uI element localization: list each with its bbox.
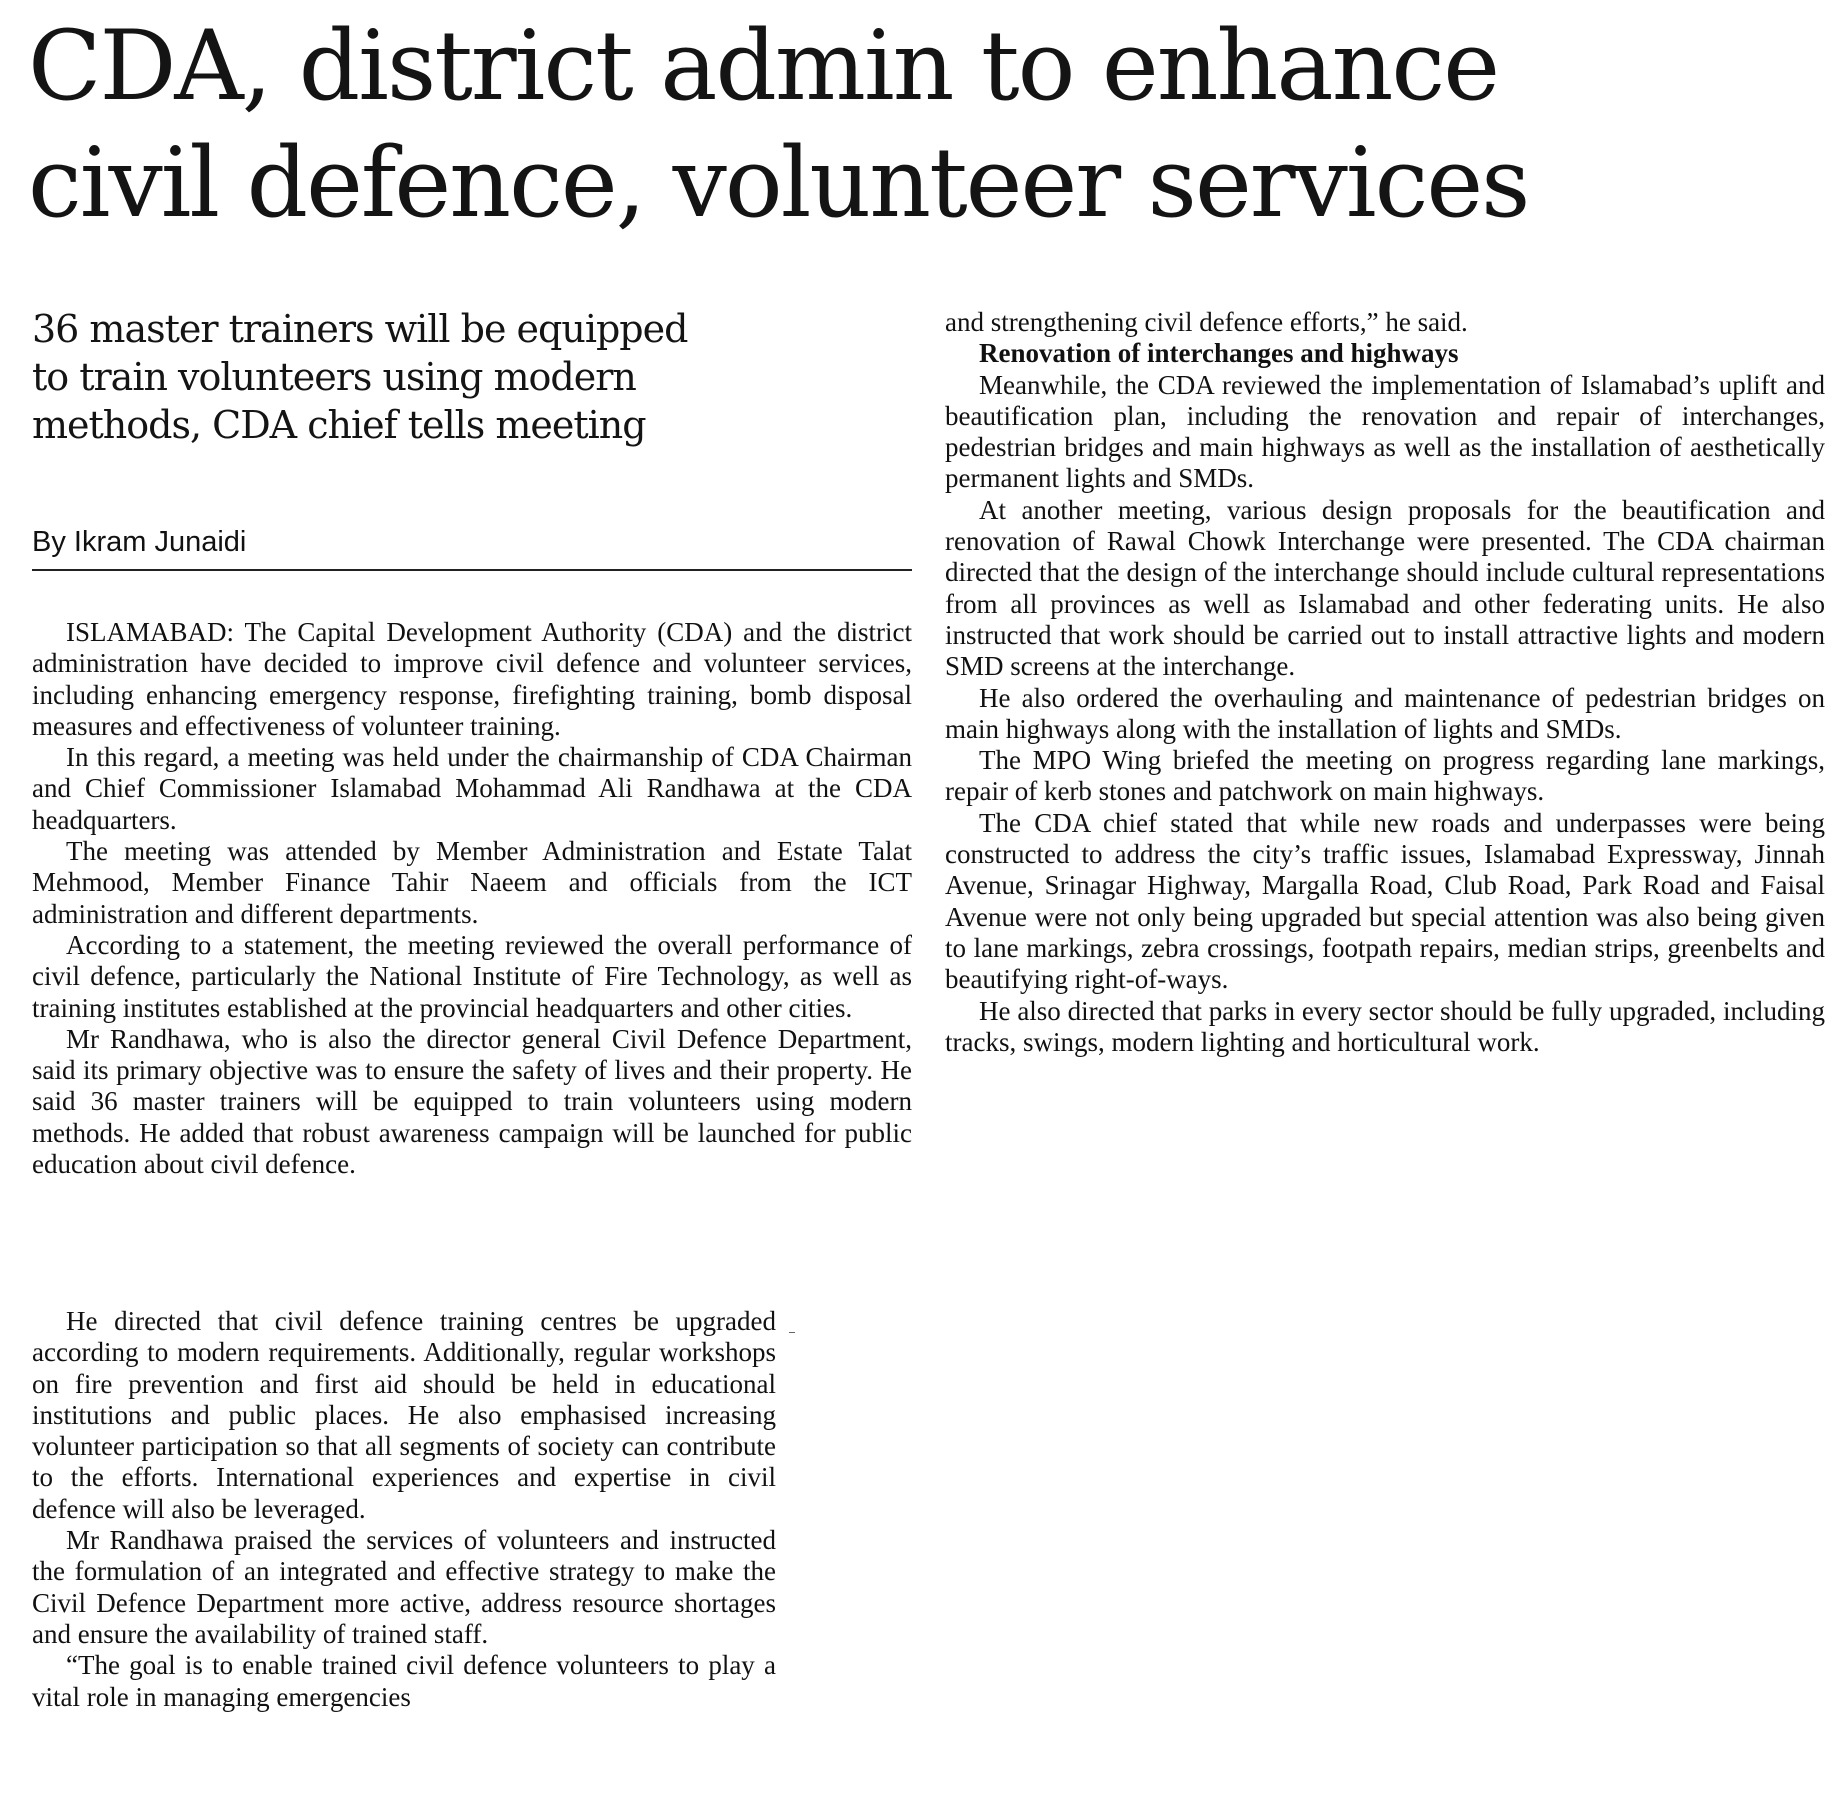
subhead-line-3: methods, CDA chief tells meeting	[32, 403, 646, 447]
headline-line-1: CDA, district admin to enhance	[28, 10, 1498, 122]
paragraph: In this regard, a meeting was held under the chairmanship of CDA Chairman and Chief Commissioner Islamabad Mohammad Ali Randhawa at the CDA headquarters.	[32, 742, 912, 835]
paragraph: According to a statement, the meeting reviewed the overall performance of civil defence, particularly the National Institute of Fire Technology, as well as training institutes established at the provincial headquarters and other cities.	[32, 929, 912, 1023]
column-left-wide	[32, 617, 912, 1180]
subhead-line-1: 36 master trainers will be equipped	[32, 307, 688, 351]
paragraph: The meeting was attended by Member Administration and Estate Talat Mehmood, Member Finance Tahir Naeem and officials from the ICT administration and different departments.	[32, 836, 912, 929]
paragraph: At another meeting, various design proposals for the beautification and renovation of Rawal Chowk Interchange were presented. The CDA chairman directed that the design of the interchange should include cultural representations from all provinces as well as Islamabad and other federating units. He also instructed that work should be carried out to install attractive lights and modern SMD screens at the interchange.	[945, 494, 1825, 682]
paragraph: He also directed that parks in every sector should be fully upgraded, including tracks, swings, modern lighting and horticultural work.	[945, 995, 1825, 1057]
byline: By Ikram Junaidi	[32, 525, 912, 571]
headline	[28, 8, 1818, 242]
print-mark	[789, 1332, 795, 1333]
paragraph: He also ordered the overhauling and maintenance of pedestrian bridges on main highways along with the installation of lights and SMDs.	[945, 682, 1825, 744]
paragraph-continuation: and strengthening civil defence efforts,” he said.	[945, 307, 1468, 337]
paragraph: The MPO Wing briefed the meeting on progress regarding lane markings, repair of kerb stones and patchwork on main highways.	[945, 745, 1825, 807]
paragraph: He directed that civil defence training centres be upgraded according to modern requirements. Additionally, regular workshops on fire prevention and first aid should be held in educational institutions and public places. He also emphasised increasing volunteer participation so that all segments of society can contribute to the efforts. International experiences and expertise in civil defence will also be leveraged.	[32, 1306, 776, 1524]
paragraph: Mr Randhawa, who is also the director general Civil Defence Department, said its primary objective was to ensure the safety of lives and their property. He said 36 master trainers will be equipped to train volunteers using modern methods. He added that robust awareness campaign will be launched for public education about civil defence.	[32, 1023, 912, 1180]
column-left-narrow	[32, 1306, 776, 1713]
subhead-line-2: to train volunteers using modern	[32, 355, 636, 399]
paragraph: The CDA chief stated that while new roads and underpasses were being constructed to address the city’s traffic issues, Islamabad Expressway, Jinnah Avenue, Srinagar Highway, Margalla Road, Club Road, Park Road and Faisal Avenue were not only being upgraded but special attention was also being given to lane markings, zebra crossings, footpath repairs, median strips, greenbelts and beautifying right-of-ways.	[945, 807, 1825, 995]
paragraph: ISLAMABAD: The Capital Development Authority (CDA) and the district administration have decided to improve civil defence and volunteer services, including enhancing emergency response, firefighting training, bomb disposal measures and effectiveness of volunteer training.	[32, 617, 912, 741]
column-right	[945, 307, 1825, 1058]
section-subheading: Renovation of interchanges and highways	[979, 338, 1459, 369]
paragraph: Meanwhile, the CDA reviewed the implementation of Islamabad’s uplift and beautification plan, including the renovation and repair of interchanges, pedestrian bridges and main highways as well as the installation of aesthetically permanent lights and SMDs.	[945, 369, 1825, 494]
subhead-block	[32, 305, 912, 571]
headline-line-2: civil defence, volunteer services	[28, 127, 1529, 239]
subheadline	[32, 305, 912, 525]
paragraph: “The goal is to enable trained civil defence volunteers to play a vital role in managing emergencies	[32, 1650, 776, 1712]
paragraph: Mr Randhawa praised the services of volunteers and instructed the formulation of an integrated and effective strategy to make the Civil Defence Department more active, address resource shortages and ensure the availability of trained staff.	[32, 1525, 776, 1649]
